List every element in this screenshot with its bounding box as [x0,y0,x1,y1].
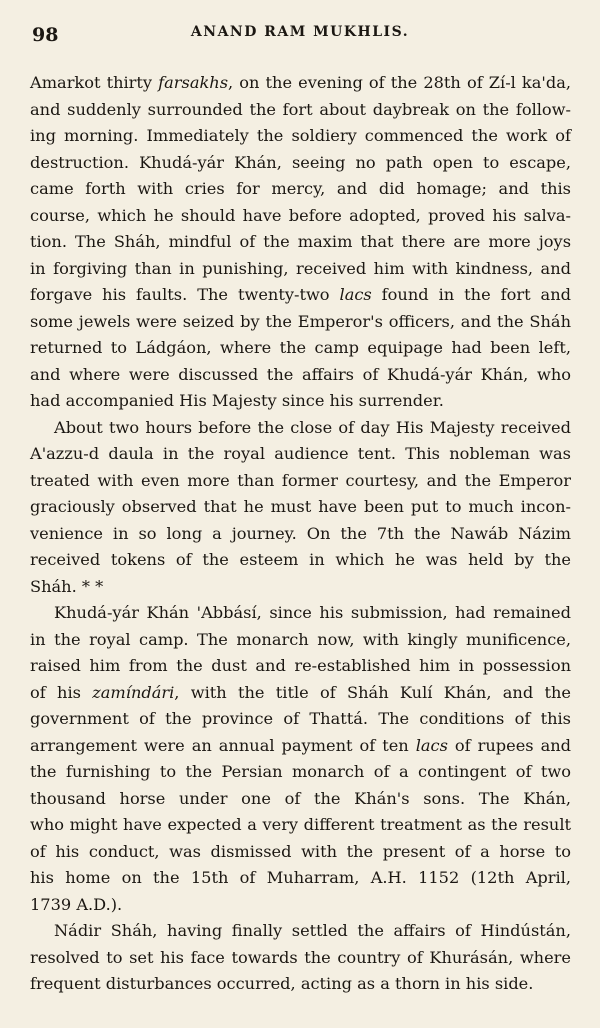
text-run: raised him from the dust and re-established him in possession [30,656,571,675]
text-run: found in the fort and [371,285,571,304]
text-run: the furnishing to the Persian monarch of a contingent of two [30,762,571,781]
paragraph [30,415,571,601]
text-line [30,415,571,442]
running-head: ANAND RAM MUKHLIS. [190,24,410,40]
text-line [30,176,571,203]
text-line [30,627,571,654]
italic-term: lacs [415,735,448,755]
text-line [30,362,571,389]
paragraph [30,70,571,415]
text-line [30,574,571,601]
text-run: , on the evening of the 28th of Zí-l ka'da, [228,73,571,92]
text-run: Amarkot thirty [30,73,159,92]
text-line [30,680,571,707]
text-line [30,441,571,468]
text-line [30,70,571,97]
text-line [30,945,571,972]
text-run: forgave his faults. The twenty-two [30,285,340,304]
text-line [30,335,571,362]
text-line [30,733,571,760]
text-line [30,309,571,336]
text-line [30,865,571,892]
text-run: came forth with cries for mercy, and did homage; and this [30,179,571,198]
text-run: course, which he should have before adopted, proved his salva- [30,205,571,225]
text-line [30,547,571,574]
text-run: frequent disturbances occurred, acting as a thorn in his side. [30,974,534,993]
text-run: of his conduct, was dismissed with the present of a horse to [30,841,571,861]
text-line [30,706,571,733]
text-line [30,918,571,945]
text-line [30,812,571,839]
text-run: treated with even more than former courtesy, and the Emperor [30,470,571,490]
text-run: Sháh. * * [30,576,104,596]
text-run: tion. The Sháh, mindful of the maxim that there are more joys [30,232,571,251]
text-run: had accompanied His Majesty since his surrender. [30,391,444,410]
text-run: who might have expected a very different treatment as the result [30,815,571,834]
text-line [30,282,571,309]
text-line [30,97,571,124]
text-run: , with the title of Sháh Kulí Khán, and the [174,682,571,702]
text-line [30,653,571,680]
text-run: Nádir Sháh, having finally settled the affairs of Hindústán, [54,921,571,940]
paragraph [30,600,571,918]
text-line [30,600,571,627]
text-run: of his [30,682,93,702]
text-run: graciously observed that he must have been put to much incon- [30,497,571,516]
text-line [30,892,571,919]
text-run: destruction. Khudá-yár Khán, seeing no path open to escape, [30,152,571,172]
text-run: ing morning. Immediately the soldiery commenced the work of [30,126,571,145]
italic-term: farsakhs [158,73,229,92]
text-line [30,839,571,866]
text-run: returned to Ládgáon, where the camp equipage had been left, [30,338,571,357]
text-run: and where were discussed the affairs of Khudá-yár Khán, who [30,364,571,384]
text-line [30,971,571,998]
text-line [30,150,571,177]
text-run: A'azzu-d daula in the royal audience tent. This nobleman was [30,444,571,463]
text-run: venience in so long a journey. On the 7th the Nawáb Názim [30,523,571,543]
text-run: received tokens of the esteem in which he was held by the [30,550,571,569]
text-run: thousand horse under one of the Khán's sons. The Khán, [30,788,571,808]
text-line [30,786,571,813]
text-line [30,388,571,415]
text-run: his home on the 15th of Muharram, A.H. 1152 (12th April, [30,868,571,887]
text-line [30,468,571,495]
text-run: and suddenly surrounded the fort about daybreak on the follow- [30,99,571,119]
text-run: About two hours before the close of day His Majesty received [54,417,571,437]
text-run: government of the province of Thattá. The conditions of this [30,709,571,728]
text-run: in the royal camp. The monarch now, with kingly munificence, [30,629,571,649]
italic-term: zamíndári [92,682,175,702]
text-line [30,203,571,230]
body-text [30,70,571,998]
text-line [30,123,571,150]
text-run: 1739 A.D.). [30,894,123,914]
text-line [30,494,571,521]
text-line [30,759,571,786]
text-line [30,521,571,548]
text-line [30,256,571,283]
text-run: arrangement were an annual payment of ten [30,735,416,755]
text-run: resolved to set his face towards the country of Khurásán, where [30,947,571,967]
text-run: of rupees and [447,735,572,755]
text-run: some jewels were seized by the Emperor's officers, and the Sháh [30,311,571,331]
paragraph [30,918,571,998]
italic-term: lacs [339,285,372,304]
text-run: Khudá-yár Khán 'Abbásí, since his submission, had remained [54,603,571,622]
text-line [30,229,571,256]
page-number: 98 [32,24,59,46]
text-run: in forgiving than in punishing, received him with kindness, and [30,258,571,278]
